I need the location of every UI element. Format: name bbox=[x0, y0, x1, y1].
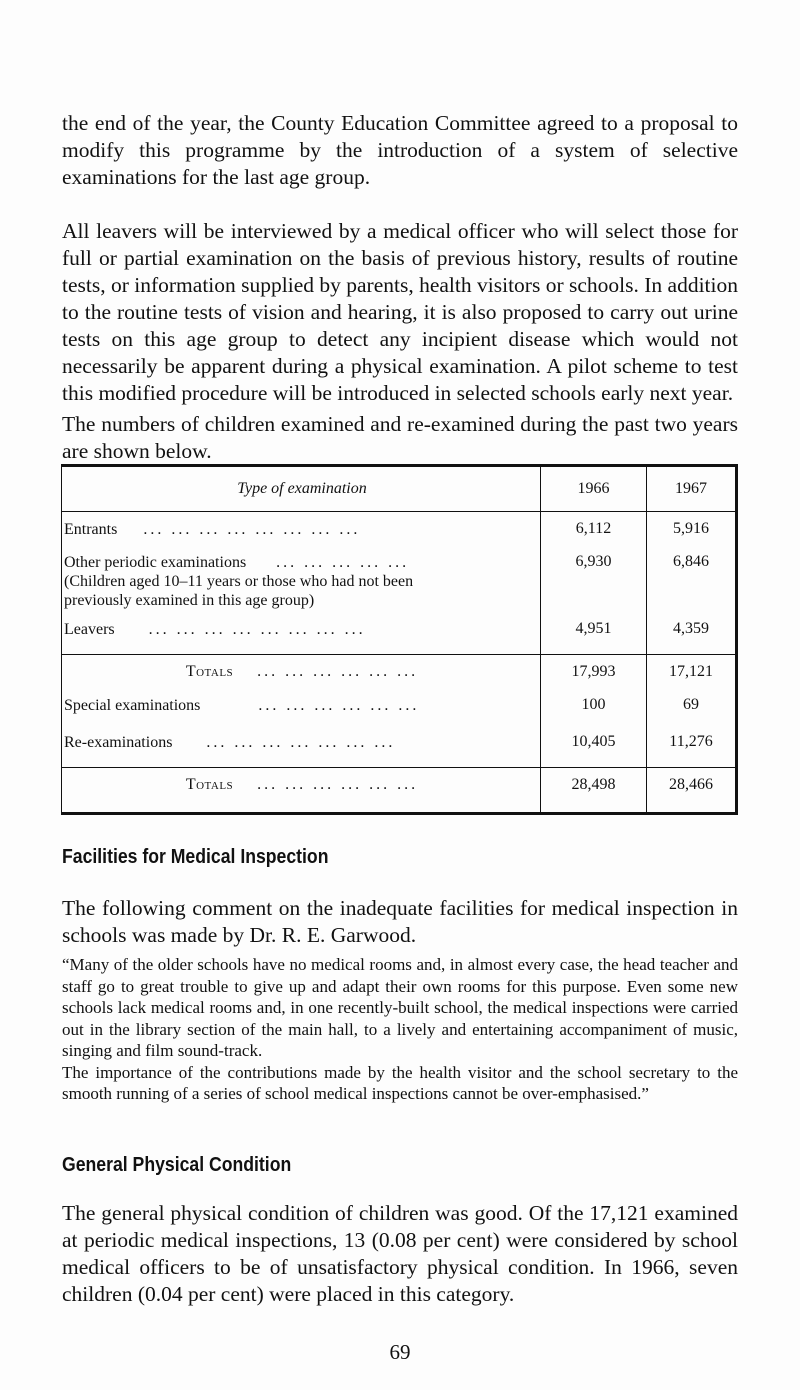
label-reexaminations: Re-examinations bbox=[64, 734, 173, 751]
paragraph-table-intro: The numbers of children examined and re-examined during the past two years are shown below. bbox=[62, 412, 738, 463]
row-reexaminations bbox=[62, 733, 737, 768]
dot-leader: ... ... ... ... ... ... ... bbox=[206, 734, 396, 751]
paragraph-intro-continuation: the end of the year, the County Education Committee agreed to a proposal to modify this programme by the introduction of a system of selective examinations for the last age group. bbox=[62, 111, 738, 189]
paragraph-leavers-interview: All leavers will be interviewed by a medical officer who will select those for full or partial examination on the basis of previous history, results of routine tests, or information supplied by parents, health visitors or schools. In addition to the routine tests of vision and hearing, it is also proposed to carry out urine tests on this age group to detect any incipient disease which would not necessarily be apparent during a physical examination. A pilot scheme to test this modified procedure will be introduced in selected schools early next year. bbox=[62, 219, 738, 405]
row-entrants bbox=[62, 512, 737, 554]
dot-leader: ... ... ... ... ... ... bbox=[258, 697, 420, 714]
reexam-1966: 10,405 bbox=[541, 733, 647, 768]
row-totals-2 bbox=[62, 768, 737, 814]
dot-leader: ... ... ... ... ... ... bbox=[257, 776, 419, 793]
entrants-1967: 5,916 bbox=[673, 520, 709, 537]
paragraph-physical-condition: The general physical condition of children was good. Of the 17,121 examined at periodic medical inspections, 13 (0.08 per cent) were considered by school medical officers to be of unsatisfactory physical condition. In 1966, seven children (0.04 per cent) were placed in this category. bbox=[62, 1201, 738, 1306]
row-totals-1 bbox=[62, 655, 737, 697]
row-leavers bbox=[62, 620, 737, 655]
totals1-1967: 17,121 bbox=[669, 663, 713, 680]
label-totals-2: Totals bbox=[185, 776, 234, 793]
dot-leader: ... ... ... ... ... ... ... ... bbox=[148, 621, 366, 638]
label-totals-1: Totals bbox=[185, 663, 234, 680]
leavers-1967: 4,359 bbox=[647, 620, 737, 655]
leavers-1966: 4,951 bbox=[541, 620, 647, 655]
other-1967: 6,846 bbox=[673, 553, 709, 570]
heading-facilities: Facilities for Medical Inspection bbox=[62, 845, 329, 868]
table-header-row bbox=[62, 466, 737, 512]
row-other-periodic bbox=[62, 553, 737, 620]
totals1-1966: 17,993 bbox=[541, 655, 647, 697]
other-1966: 6,930 bbox=[541, 553, 647, 620]
label-special: Special examinations bbox=[64, 697, 201, 714]
dot-leader: ... ... ... ... ... bbox=[276, 554, 410, 571]
quote-paragraph-1: “Many of the older schools have no medical rooms and, in almost every case, the head teacher and staff go to great trouble to give up and adapt their own rooms for this purpose. Even some new schools lack medical rooms and, in one recently-built school, the medical inspections were carried out in the library section of the main hall, to a lively and entertaining accompaniment of music, singing and film sound-track. bbox=[62, 955, 738, 1060]
label-entrants: Entrants bbox=[64, 521, 118, 538]
entrants-1966: 6,112 bbox=[541, 512, 647, 554]
label-leavers: Leavers bbox=[64, 621, 115, 638]
page-number: 69 bbox=[389, 1340, 411, 1364]
heading-physical-condition: General Physical Condition bbox=[62, 1153, 292, 1176]
totals2-1967: 28,466 bbox=[669, 776, 713, 793]
dot-leader: ... ... ... ... ... ... bbox=[257, 663, 419, 680]
header-type-of-examination: Type of examination bbox=[62, 466, 541, 512]
examinations-table bbox=[61, 464, 738, 815]
special-1967: 69 bbox=[683, 696, 699, 713]
paragraph-facilities-intro: The following comment on the inadequate facilities for medical inspection in schools was made by Dr. R. E. Garwood. bbox=[62, 896, 738, 947]
header-1967: 1967 bbox=[647, 466, 737, 512]
dot-leader: ... ... ... ... ... ... ... ... bbox=[143, 521, 361, 538]
totals2-1966: 28,498 bbox=[541, 768, 647, 814]
special-1966: 100 bbox=[541, 696, 647, 733]
quote-paragraph-2: The importance of the contributions made by the health visitor and the school secretary to the smooth running of a series of school medical inspections cannot be over-emphasised.” bbox=[62, 1062, 738, 1103]
note-other-periodic: (Children aged 10–11 years or those who had not been previously examined in this age group) bbox=[64, 573, 414, 609]
label-other-periodic: Other periodic examinations bbox=[64, 554, 247, 571]
row-special bbox=[62, 696, 737, 733]
header-1966: 1966 bbox=[541, 466, 647, 512]
reexam-1967: 11,276 bbox=[647, 733, 737, 768]
garwood-quotation bbox=[62, 954, 738, 1105]
